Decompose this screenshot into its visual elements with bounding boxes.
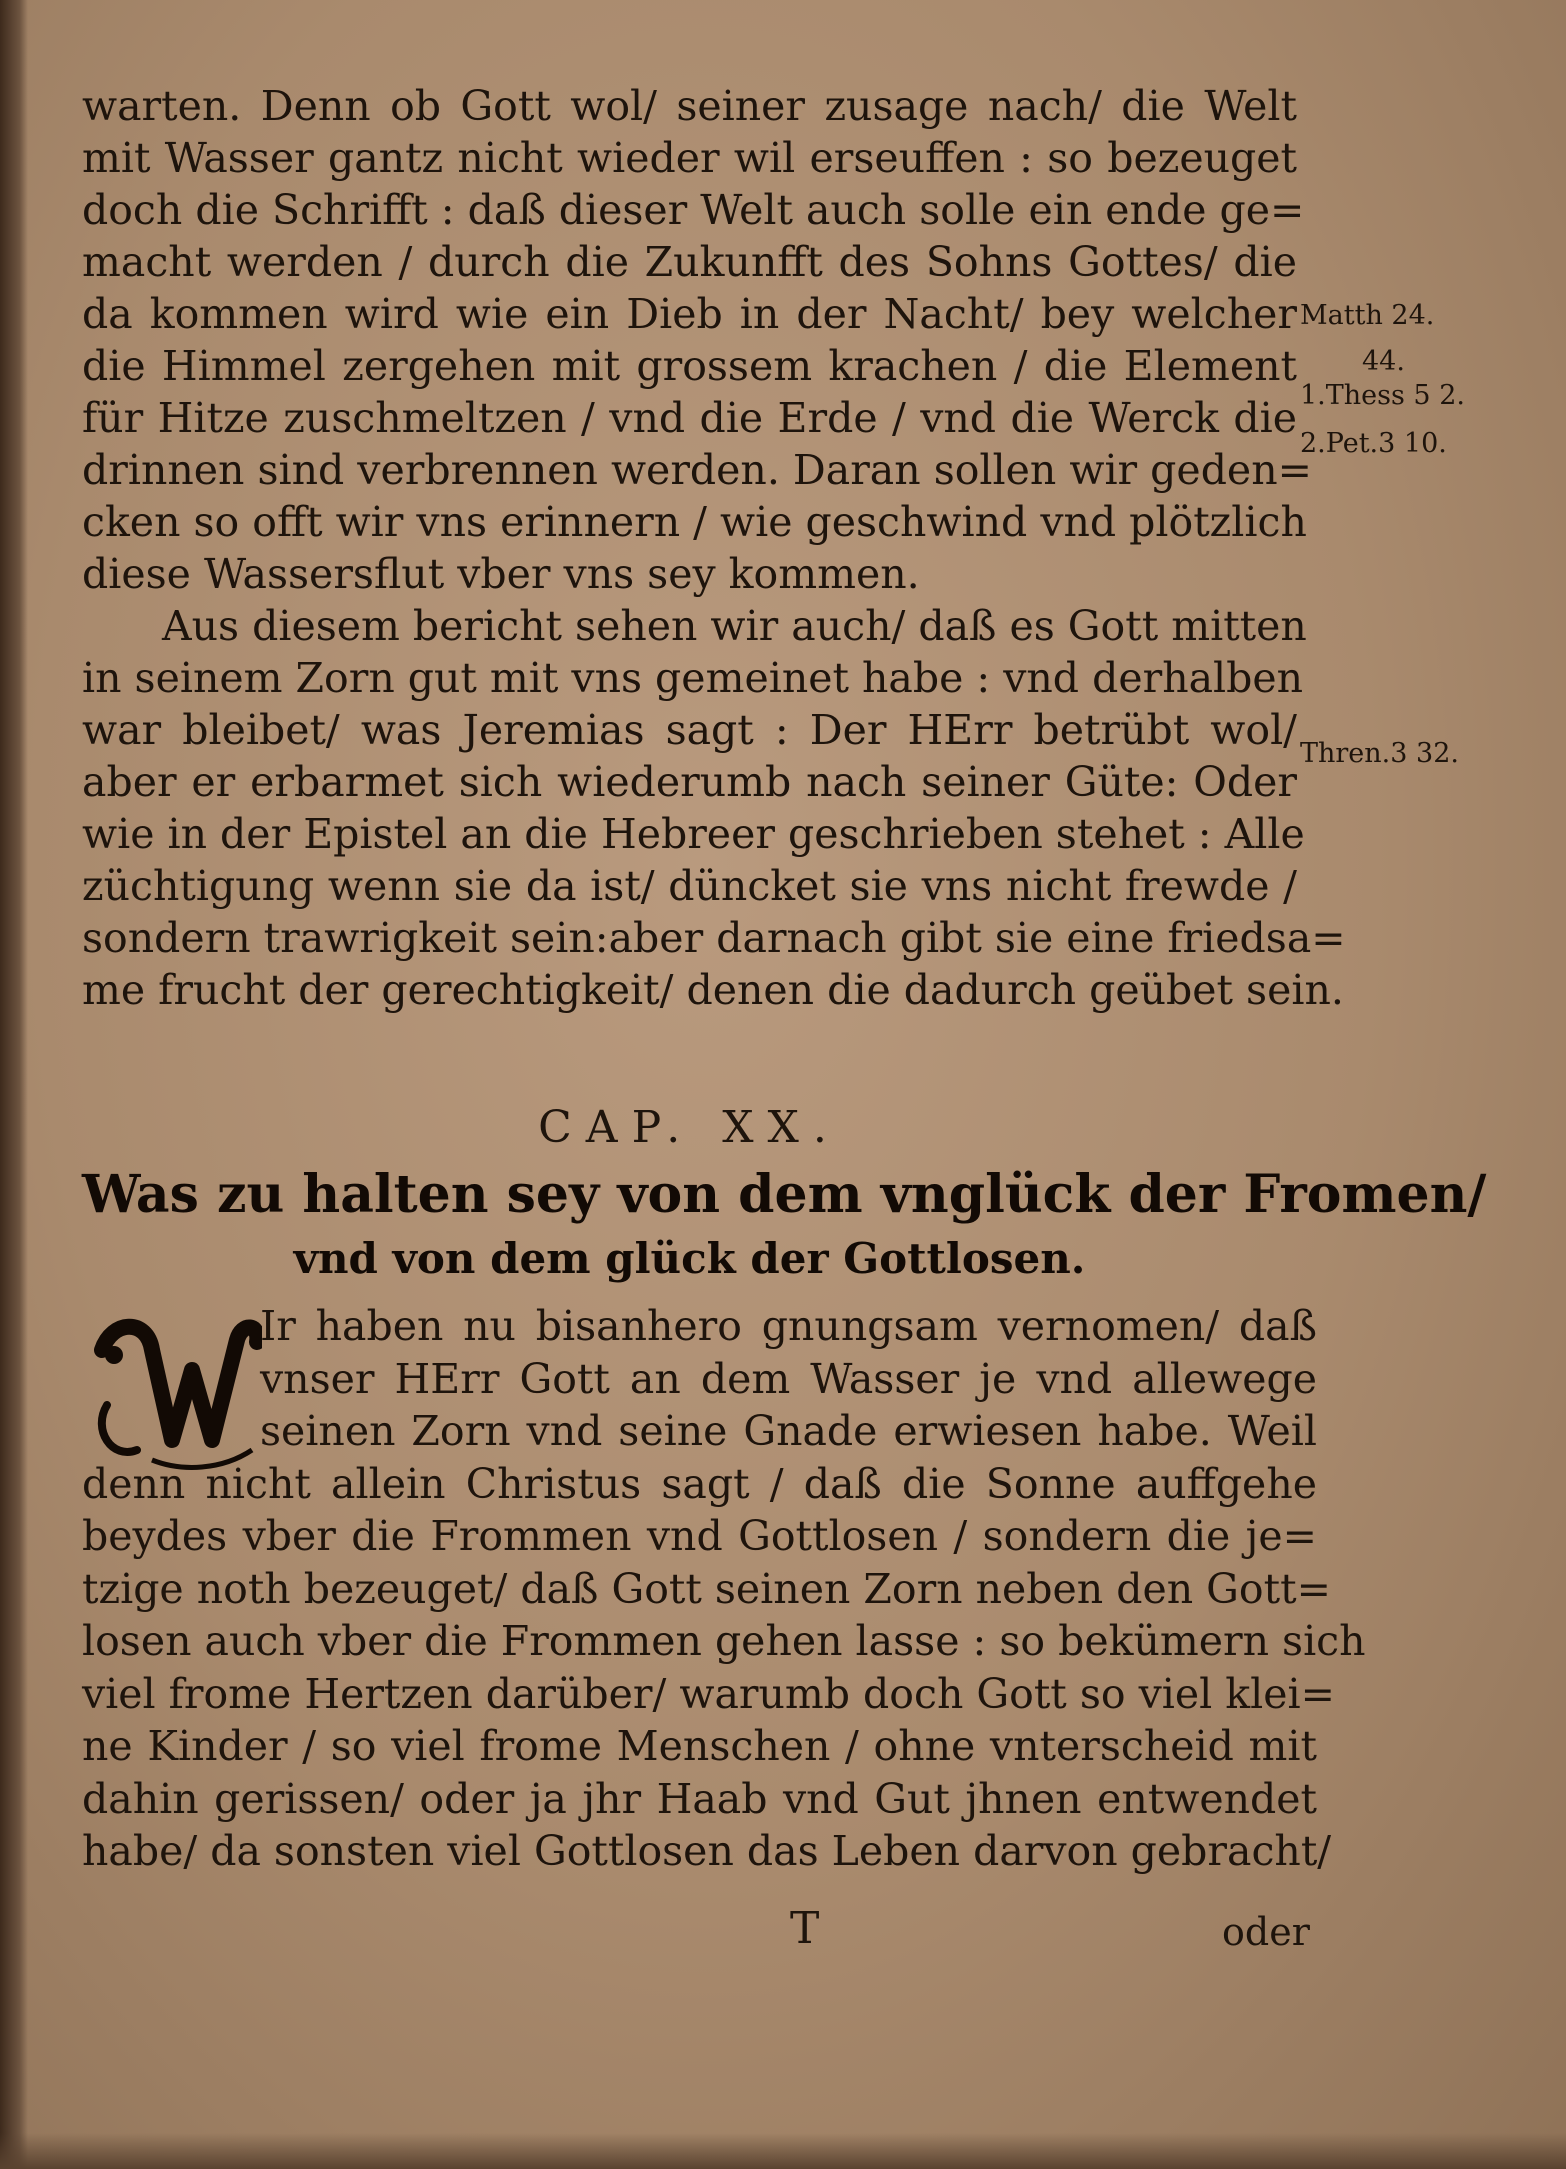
text-line: Aus diesem bericht sehen wir auch/ daß es Gott mitten [162,602,1307,650]
heading-line-1: Was zu halten sey von dem vnglück der Fromen/ [82,1164,1487,1225]
text-line: macht werden / durch die Zukunfft des Sohns Gottes/ die [82,238,1297,286]
signature-mark: T [790,1903,820,1954]
text-line: züchtigung wenn sie da ist/ düncket sie vns nicht frewde / [82,862,1297,910]
text-line: die Himmel zergehen mit grossem krachen / die Element [82,342,1297,390]
margin-note-pet: 2.Pet.3 10. [1300,428,1447,459]
paragraph-3 [82,1300,1366,1878]
text-line: me frucht der gerechtigkeit/ denen die dadurch geübet sein. [82,966,1344,1014]
margin-note-matth-verse: 44. [1362,346,1405,377]
text-line: in seinem Zorn gut mit vns gemeinet habe : vnd derhalben [82,654,1304,702]
catchword: oder [1222,1910,1310,1954]
text-line: aber er erbarmet sich wiederumb nach seiner Güte: Oder [82,758,1297,806]
margin-note-thess: 1.Thess 5 2. [1300,380,1465,411]
text-line: ne Kinder / so viel frome Menschen / ohne vnterscheid mit [82,1722,1317,1770]
text-line: viel frome Hertzen darüber/ warumb doch Gott so viel klei= [82,1669,1335,1718]
chapter-heading [82,1160,1487,1288]
heading-line-2: vnd von dem glück der Gottlosen. [293,1234,1086,1283]
text-line: da kommen wird wie ein Dieb in der Nacht/ bey welcher [82,290,1297,338]
page-edge-bottom [0,2133,1566,2169]
text-line: Ir haben nu bisanhero gnungsam vernomen/ daß [260,1302,1317,1350]
text-line: drinnen sind verbrennen werden. Daran sollen wir geden= [82,446,1312,494]
text-line: seinen Zorn vnd seine Gnade erwiesen habe. Weil [260,1407,1317,1455]
text-line: mit Wasser gantz nicht wieder wil erseuffen : so bezeuget [82,134,1297,182]
text-line: tzige noth bezeuget/ daß Gott seinen Zorn neben den Gott= [82,1564,1331,1613]
text-line: beydes vber die Frommen vnd Gottlosen / sondern die je= [82,1512,1317,1560]
margin-note-thren: Thren.3 32. [1300,738,1459,769]
text-line: cken so offt wir vns erinnern / wie geschwind vnd plötzlich [82,498,1307,546]
text-line: vnser HErr Gott an dem Wasser je vnd allewege [260,1354,1317,1403]
text-line: für Hitze zuschmeltzen / vnd die Erde / vnd die Werck die [82,394,1297,442]
text-line: diese Wassersflut vber vns sey kommen. [82,550,920,598]
text-line: doch die Schrifft : daß dieser Welt auch solle ein ende ge= [82,186,1305,234]
text-line: losen auch vber die Frommen gehen lasse : so bekümern sich [82,1617,1366,1665]
margin-note-matth: Matth 24. [1300,300,1435,331]
text-line: warten. Denn ob Gott wol/ seiner zusage nach/ die Welt [82,82,1297,130]
text-line: sondern trawrigkeit sein:aber darnach gibt sie eine friedsa= [82,914,1346,962]
text-line: habe/ da sonsten viel Gottlosen das Leben darvon gebracht/ [82,1827,1332,1875]
text-line: dahin gerissen/ oder ja jhr Haab vnd Gut jhnen entwendet [82,1774,1317,1823]
text-line: denn nicht allein Christus sagt / daß die Sonne auffgehe [82,1459,1317,1508]
chapter-number: CAP. XX. [538,1102,841,1153]
text-line: wie in der Epistel an die Hebreer geschrieben stehet : Alle [82,810,1305,858]
paragraph-1 [82,80,1346,1016]
page-edge-left [0,0,28,2169]
text-line: war bleibet/ was Jeremias sagt : Der HErr betrübt wol/ [82,706,1297,754]
